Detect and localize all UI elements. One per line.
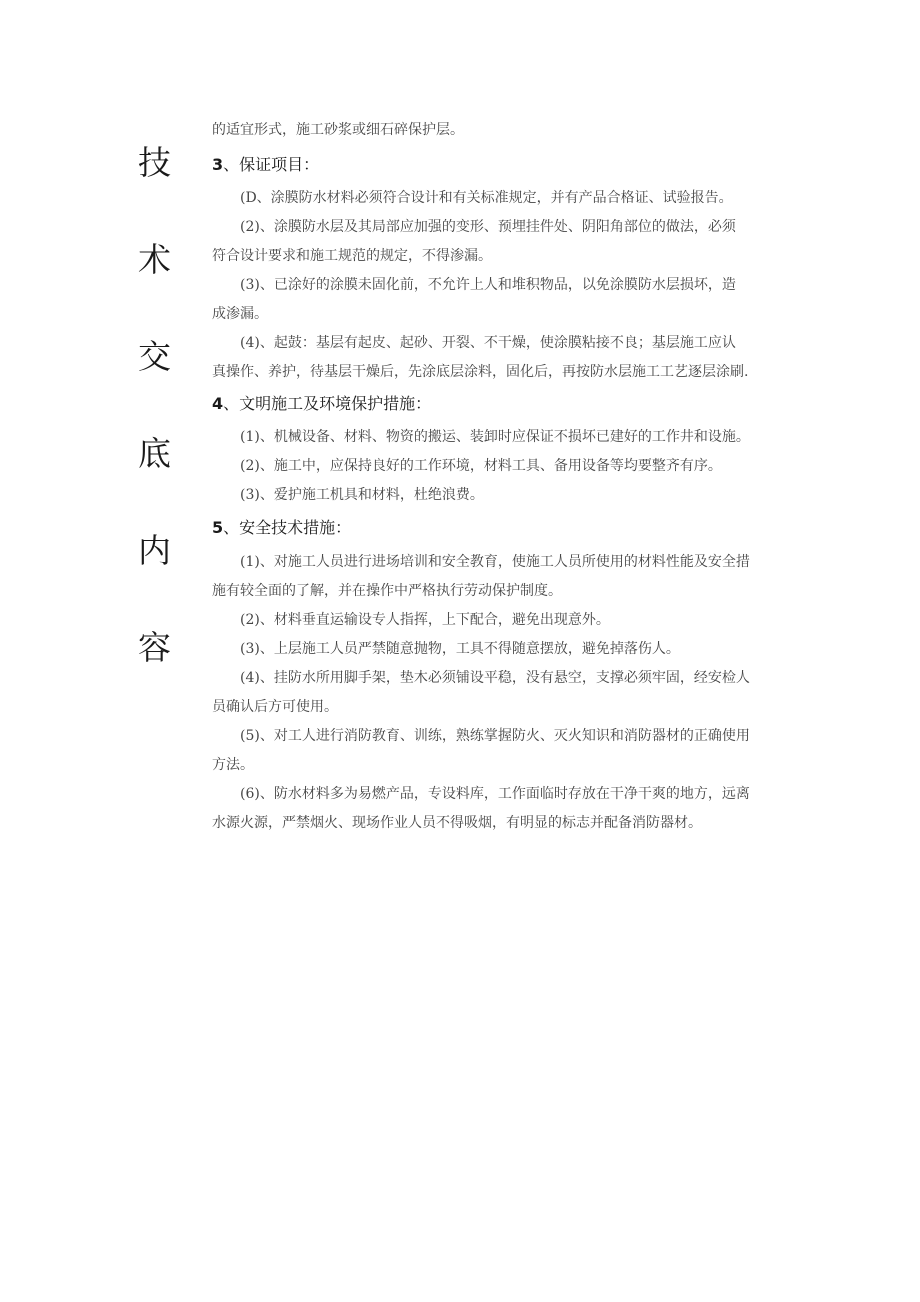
paragraph-line: (1)、机械设备、材料、物资的搬运、装卸时应保证不损坏已建好的工作井和设施。 bbox=[240, 429, 750, 445]
paragraph-line: (2)、材料垂直运输设专人指挥，上下配合，避免出现意外。 bbox=[240, 612, 610, 628]
side-title bbox=[138, 143, 178, 728]
section-number: 4 bbox=[212, 394, 224, 413]
paragraph-line: (2)、施工中，应保持良好的工作环境，材料工具、备用设备等均要整齐有序。 bbox=[240, 458, 722, 474]
section-number: 3 bbox=[212, 155, 224, 174]
paragraph-line: 方法。 bbox=[212, 757, 254, 773]
paragraph-line: (3)、已涂好的涂膜未固化前，不允许上人和堆积物品，以免涂膜防水层损坏，造 bbox=[240, 277, 736, 293]
paragraph-line: 水源火源，严禁烟火、现场作业人员不得吸烟，有明显的标志并配备消防器材。 bbox=[212, 815, 702, 831]
paragraph-line: (1)、对施工人员进行进场培训和安全教育，使施工人员所使用的材料性能及安全措 bbox=[240, 554, 750, 570]
section-title: 、保证项目： bbox=[223, 155, 320, 174]
side-title-char: 底 bbox=[138, 434, 171, 473]
paragraph-line: (4)、挂防水所用脚手架，垫木必须铺设平稳，没有悬空，支撑必须牢固，经安检人 bbox=[240, 670, 750, 686]
paragraph-line: 施有较全面的了解，并在操作中严格执行劳动保护制度。 bbox=[212, 583, 562, 599]
paragraph-line: (D、涂膜防水材料必须符合设计和有关标准规定，并有产品合格证、试验报告。 bbox=[240, 190, 733, 206]
intro-line: 的适宜形式，施工砂浆或细石碎保护层。 bbox=[212, 122, 464, 138]
side-title-char: 容 bbox=[138, 628, 171, 667]
side-title-char: 术 bbox=[138, 240, 171, 279]
section-title: 、文明施工及环境保护措施： bbox=[223, 394, 432, 413]
document-body bbox=[212, 120, 822, 833]
paragraph-line: 真操作、养护，待基层干燥后，先涂底层涂料，固化后，再按防水层施工工艺逐层涂刷. bbox=[212, 364, 749, 380]
section-heading-5 bbox=[212, 517, 822, 539]
side-title-char: 内 bbox=[138, 531, 171, 570]
paragraph-line: (6)、防水材料多为易燃产品，专设料库，工作面临时存放在干净干爽的地方，远离 bbox=[240, 786, 750, 802]
paragraph-line: 符合设计要求和施工规范的规定，不得渗漏。 bbox=[212, 248, 492, 264]
paragraph-line: (4)、起鼓：基层有起皮、起砂、开裂、不干燥，使涂膜粘接不良；基层施工应认 bbox=[240, 335, 736, 351]
section-heading-4 bbox=[212, 393, 822, 415]
paragraph-line: 员确认后方可使用。 bbox=[212, 699, 338, 715]
paragraph-line: (5)、对工人进行消防教育、训练，熟练掌握防火、灭火知识和消防器材的正确使用 bbox=[240, 728, 750, 744]
section-title: 、安全技术措施： bbox=[223, 518, 352, 537]
section-heading-3 bbox=[212, 154, 822, 176]
side-title-char: 交 bbox=[138, 337, 171, 376]
paragraph-line: (3)、爱护施工机具和材料，杜绝浪费。 bbox=[240, 487, 484, 503]
paragraph-line: (3)、上层施工人员严禁随意抛物，工具不得随意摆放，避免掉落伤人。 bbox=[240, 641, 680, 657]
paragraph-line: 成渗漏。 bbox=[212, 306, 268, 322]
side-title-char: 技 bbox=[138, 143, 171, 182]
paragraph-line: (2)、涂膜防水层及其局部应加强的变形、预埋挂件处、阴阳角部位的做法，必须 bbox=[240, 219, 736, 235]
section-number: 5 bbox=[212, 518, 224, 537]
